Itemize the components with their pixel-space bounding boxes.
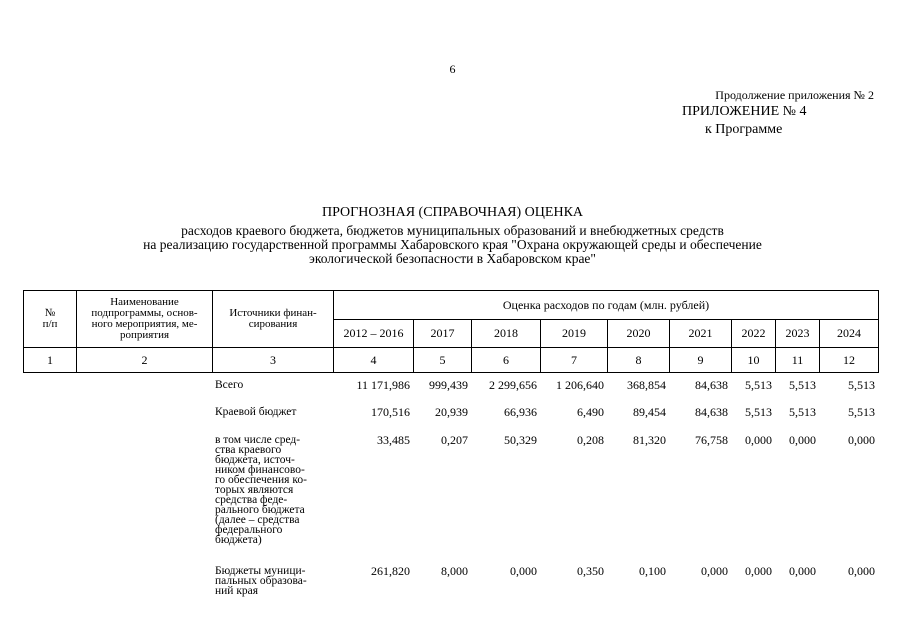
column-number: 1 — [24, 348, 77, 373]
row-source: в том числе сред- ства краевого бюджета, источ- ником финансово- го обеспечения ко- торых являются средства феде- рального бюджета (далее – средства федерального бюджета) — [215, 434, 307, 546]
cell-value: 999,439 — [429, 378, 468, 392]
cell-value: 84,638 — [695, 378, 728, 392]
column-number: 8 — [608, 348, 670, 373]
column-number: 9 — [670, 348, 732, 373]
header-number: № п/п — [24, 291, 77, 348]
header-year: 2023 — [776, 320, 820, 348]
appendix-subtitle: к Программе — [705, 122, 783, 137]
cell-value: 0,000 — [745, 433, 772, 447]
header-year: 2021 — [670, 320, 732, 348]
column-number: 10 — [732, 348, 776, 373]
header-year: 2022 — [732, 320, 776, 348]
cell-value: 0,000 — [701, 564, 728, 578]
cell-value: 0,350 — [577, 564, 604, 578]
cell-value: 0,000 — [745, 564, 772, 578]
appendix-title: ПРИЛОЖЕНИЕ № 4 — [682, 104, 807, 119]
column-number: 11 — [776, 348, 820, 373]
table-row — [23, 566, 878, 606]
page-number: 6 — [449, 62, 456, 76]
cell-value: 89,454 — [633, 405, 666, 419]
column-number-row — [24, 348, 879, 373]
header-year: 2024 — [820, 320, 879, 348]
cell-value: 1 206,640 — [556, 378, 604, 392]
document-subtitle — [60, 224, 845, 266]
column-number: 5 — [414, 348, 472, 373]
cell-value: 6,490 — [577, 405, 604, 419]
continuation-note: Продолжение приложения № 2 — [715, 88, 874, 102]
header-year: 2020 — [608, 320, 670, 348]
header-name: Наименование подпрограммы, основ- ного мероприятия, ме- роприятия — [77, 291, 213, 348]
table-header — [23, 290, 879, 373]
header-year: 2018 — [472, 320, 541, 348]
header-source: Источники финан- сирования — [213, 291, 334, 348]
cell-value: 66,936 — [504, 405, 537, 419]
subtitle-line: расходов краевого бюджета, бюджетов муниципальных образований и внебюджетных средств — [181, 223, 724, 238]
cell-value: 2 299,656 — [489, 378, 537, 392]
column-number: 7 — [541, 348, 608, 373]
cell-value: 5,513 — [848, 405, 875, 419]
header-estimate: Оценка расходов по годам (млн. рублей) — [334, 291, 879, 320]
cell-value: 0,000 — [789, 433, 816, 447]
cell-value: 5,513 — [745, 405, 772, 419]
cell-value: 5,513 — [745, 378, 772, 392]
row-source: Всего — [215, 379, 244, 391]
cell-value: 0,100 — [639, 564, 666, 578]
cell-value: 0,207 — [441, 433, 468, 447]
cell-value: 8,000 — [441, 564, 468, 578]
column-number: 3 — [213, 348, 334, 373]
cell-value: 0,000 — [848, 433, 875, 447]
cell-value: 11 171,986 — [356, 378, 410, 392]
table-body — [23, 380, 878, 606]
cell-value: 76,758 — [695, 433, 728, 447]
table-row — [23, 380, 878, 407]
cell-value: 20,939 — [435, 405, 468, 419]
cell-value: 84,638 — [695, 405, 728, 419]
cell-value: 33,485 — [377, 433, 410, 447]
subtitle-line: экологической безопасности в Хабаровском крае" — [309, 251, 596, 266]
cell-value: 0,000 — [848, 564, 875, 578]
cell-value: 5,513 — [848, 378, 875, 392]
column-number: 6 — [472, 348, 541, 373]
header-year: 2019 — [541, 320, 608, 348]
cell-value: 0,000 — [789, 564, 816, 578]
subtitle-line: на реализацию государственной программы Хабаровского края "Охрана окружающей среды и обеспечение — [143, 237, 762, 252]
cell-value: 81,320 — [633, 433, 666, 447]
cell-value: 0,000 — [510, 564, 537, 578]
cell-value: 50,329 — [504, 433, 537, 447]
column-number: 2 — [77, 348, 213, 373]
table-row — [23, 407, 878, 435]
column-number: 4 — [334, 348, 414, 373]
cell-value: 5,513 — [789, 378, 816, 392]
header-year: 2012 – 2016 — [334, 320, 414, 348]
cell-value: 170,516 — [371, 405, 410, 419]
column-number: 12 — [820, 348, 879, 373]
document-title: ПРОГНОЗНАЯ (СПРАВОЧНАЯ) ОЦЕНКА — [321, 205, 584, 220]
cell-value: 261,820 — [371, 564, 410, 578]
header-year: 2017 — [414, 320, 472, 348]
table-row — [23, 435, 878, 566]
cell-value: 0,208 — [577, 433, 604, 447]
cell-value: 368,854 — [627, 378, 666, 392]
cell-value: 5,513 — [789, 405, 816, 419]
row-source: Бюджеты муници- пальных образова- ний края — [215, 565, 307, 597]
row-source: Краевой бюджет — [215, 406, 297, 418]
